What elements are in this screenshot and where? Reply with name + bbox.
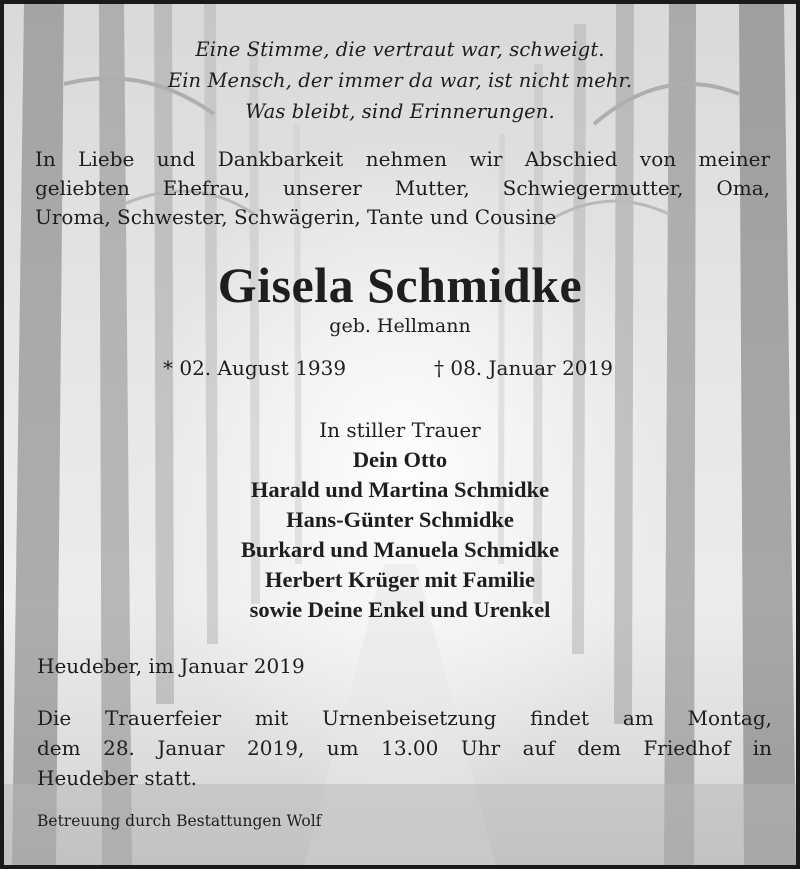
place-date: Heudeber, im Januar 2019: [37, 654, 305, 678]
mourner-name: Herbert Krüger mit Familie: [264, 567, 536, 592]
motto-line-2: Ein Mensch, der immer da war, ist nicht mehr.: [167, 69, 633, 92]
intro-line-1: In Liebe und Dankbarkeit nehmen wir Abschied von meiner: [35, 147, 770, 171]
motto-line-3: Was bleibt, sind Erinnerungen.: [245, 100, 555, 123]
mourner-name: Burkard und Manuela Schmidke: [240, 537, 560, 562]
mourner-name: Harald und Martina Schmidke: [250, 477, 550, 502]
mourner-name: sowie Deine Enkel und Urenkel: [249, 597, 551, 622]
intro-line-3: Uroma, Schwester, Schwägerin, Tante und Cousine: [35, 205, 557, 229]
mourning-heading: In stiller Trauer: [319, 418, 481, 442]
ceremony-line-1: Die Trauerfeier mit Urnenbeisetzung findet am Montag,: [37, 706, 772, 730]
ceremony-paragraph: [37, 703, 772, 793]
death-date: † 08. Januar 2019: [434, 356, 613, 380]
mourner-name: Dein Otto: [352, 447, 448, 472]
maiden-name: geb. Hellmann: [329, 315, 471, 337]
ceremony-line-2: dem 28. Januar 2019, um 13.00 Uhr auf dem Friedhof in: [37, 736, 772, 760]
deceased-name: Gisela Schmidke: [217, 257, 583, 313]
mourner-name: Hans-Günter Schmidke: [286, 507, 514, 532]
intro-line-2: geliebten Ehefrau, unserer Mutter, Schwiegermutter, Oma,: [35, 176, 770, 200]
intro-paragraph: [35, 145, 770, 232]
funeral-home-credit: Betreuung durch Bestattungen Wolf: [37, 812, 322, 830]
ceremony-line-3: Heudeber statt.: [37, 766, 198, 790]
motto-line-1: Eine Stimme, die vertraut war, schweigt.: [195, 38, 605, 61]
birth-date: * 02. August 1939: [163, 356, 347, 380]
